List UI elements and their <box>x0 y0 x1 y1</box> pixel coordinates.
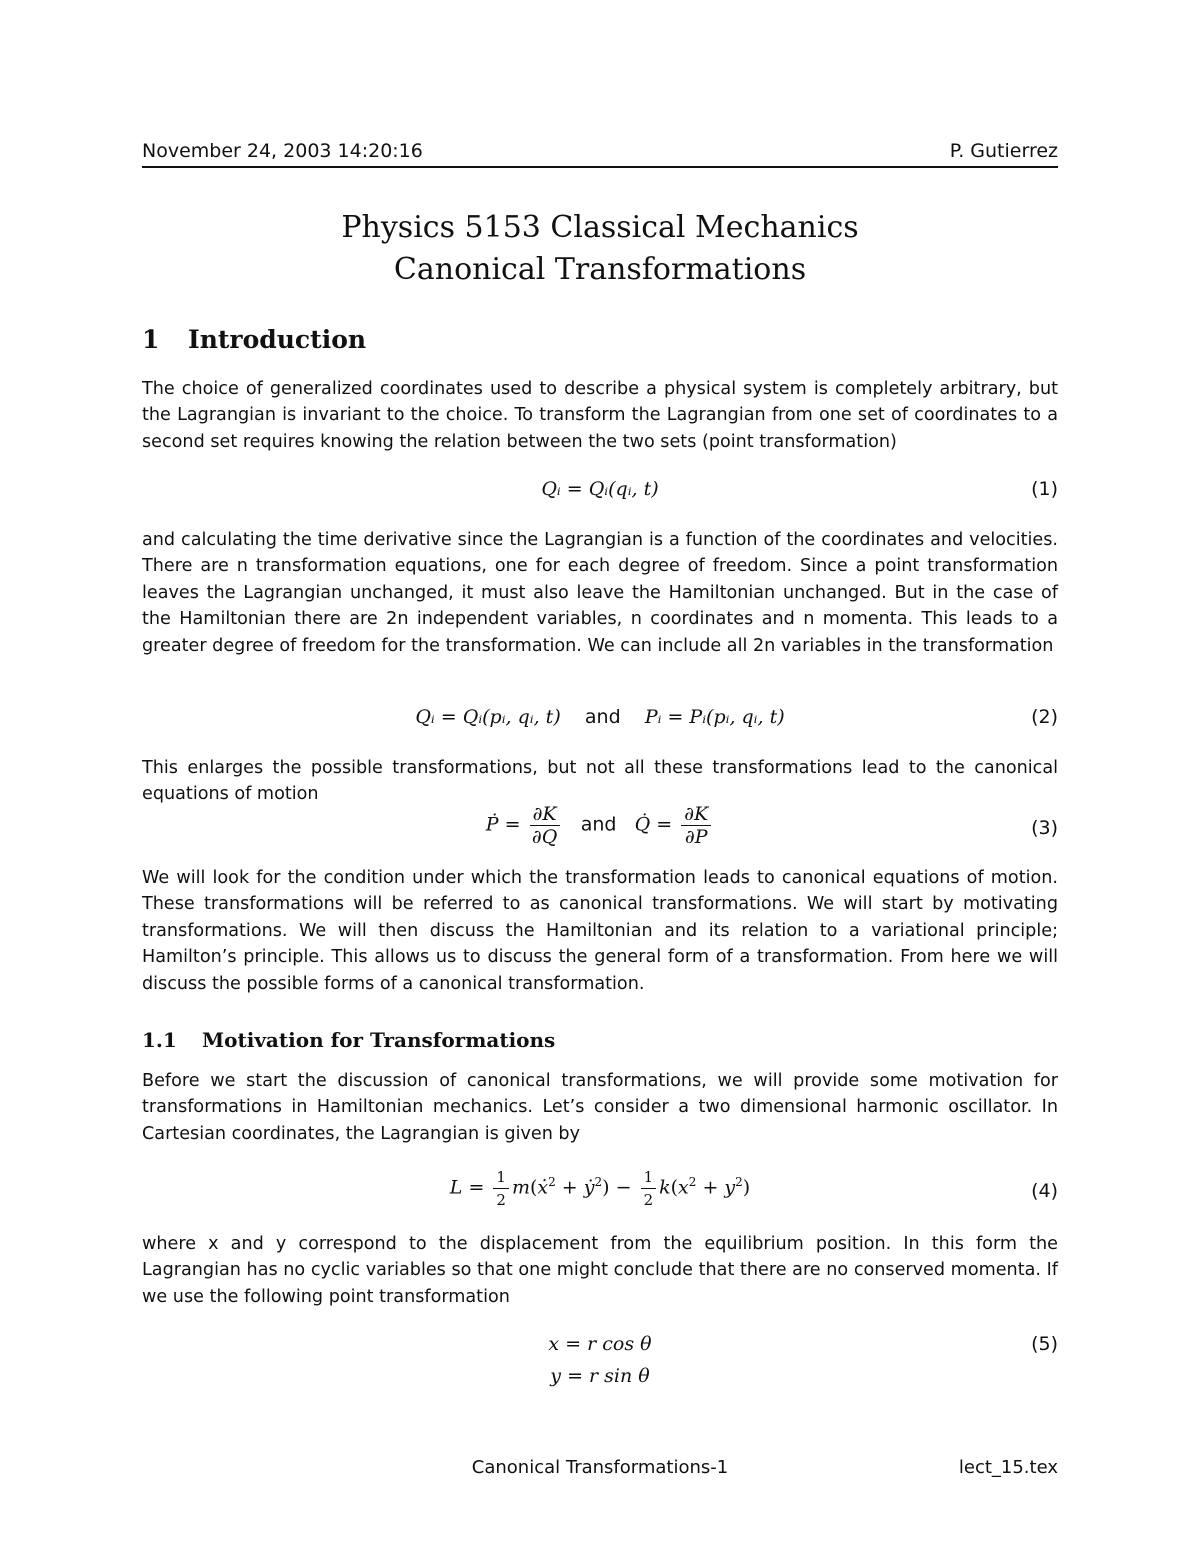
equation-4-number: (4) <box>1031 1180 1058 1202</box>
section-title: Introduction <box>188 325 367 354</box>
paragraph-motivation-2: where x and y correspond to the displacement from the equilibrium position. In this form the Lagrangian has no cyclic variables so that one might conclude that there are no conserved momenta. If we use the following point transformation <box>142 1234 1058 1307</box>
title-line-1: Physics 5153 Classical Mechanics <box>341 210 859 245</box>
running-header <box>142 140 1058 166</box>
header-author: P. Gutierrez <box>949 140 1058 162</box>
equation-3-number: (3) <box>1031 817 1058 839</box>
subsection-heading-motivation <box>142 1028 555 1052</box>
equation-4-body: L = $\frac{1}{2}$ m(ẋ$^2$ + ẏ$^2$) − $\frac{1}{2}$ $k(x^2 + y^2)$ <box>449 1168 751 1209</box>
equation-2-and: and <box>584 706 621 728</box>
subsection-number: 1.1 <box>142 1028 177 1052</box>
footer-page-label: Canonical Transformations-1 <box>471 1457 729 1478</box>
equation-1-body: Qᵢ = Qᵢ(qᵢ, t) <box>541 478 659 500</box>
equation-1 <box>142 478 1058 512</box>
header-rule <box>142 166 1058 168</box>
equation-4 <box>142 1166 1058 1218</box>
document-title <box>0 207 1200 291</box>
footer-filename: lect_15.tex <box>958 1457 1058 1478</box>
paragraph-intro-2: and calculating the time derivative since the Lagrangian is a function of the coordinates and velocities. There are n transformation equations, one for each degree of freedom. Since a point transformation leaves the Lagrangian unchanged, it must also leave the Hamiltonian unchanged. But in the case of the Hamiltonian there are 2n independent variables, n coordinates and n momenta. This leads to a greater degree of freedom for the transformation. We can include all 2n variables in the transformation <box>142 530 1058 656</box>
equation-2 <box>142 706 1058 740</box>
equation-3 <box>142 803 1058 857</box>
equation-1-number: (1) <box>1031 478 1058 500</box>
equation-5 <box>142 1333 1058 1393</box>
equation-3-and: and <box>580 813 617 836</box>
page-footer <box>142 1457 1058 1483</box>
paragraph-intro-3: This enlarges the possible transformations, but not all these transformations lead to the canonical equations of motion <box>142 758 1058 805</box>
equation-2-body <box>142 706 1058 728</box>
paragraph-intro-4: We will look for the condition under which the transformation leads to canonical equations of motion. These transformations will be referred to as canonical transformations. We will start by motivating transformations. We will then discuss the Hamiltonian and its relation to a variational principle; Hamilton’s principle. This allows us to discuss the general form of a transformation. From here we will discuss the possible forms of a canonical transformation. <box>142 868 1058 994</box>
header-date: November 24, 2003 14:20:16 <box>142 140 423 162</box>
equation-3-body: Ṗ = $\frac{\partial K}{\partial Q}$ and Q̇ = $\frac{\partial K}{\partial P}$ <box>142 803 1058 848</box>
equation-2-number: (2) <box>1031 706 1058 728</box>
equation-5-line-2: y = r sin θ <box>550 1365 650 1387</box>
title-line-2: Canonical Transformations <box>393 252 807 287</box>
equation-2-lhs: Qᵢ = Qᵢ(pᵢ, qᵢ, t) <box>415 706 561 728</box>
equation-5-number: (5) <box>1031 1333 1058 1355</box>
paragraph-motivation-1: Before we start the discussion of canonical transformations, we will provide some motivation for transformations in Hamiltonian mechanics. Let’s consider a two dimensional harmonic oscillator. In Cartesian coordinates, the Lagrangian is given by <box>142 1071 1058 1144</box>
equation-5-line-1: x = r cos θ <box>548 1333 652 1355</box>
equation-2-rhs: Pᵢ = Pᵢ(pᵢ, qᵢ, t) <box>644 706 785 728</box>
section-number: 1 <box>142 325 160 354</box>
paragraph-intro-1: The choice of generalized coordinates used to describe a physical system is completely arbitrary, but the Lagrangian is invariant to the choice. To transform the Lagrangian from one set of coordinates to a second set requires knowing the relation between the two sets (point transformation) <box>142 379 1058 452</box>
subsection-title: Motivation for Transformations <box>202 1028 556 1052</box>
section-heading-introduction <box>142 325 366 354</box>
